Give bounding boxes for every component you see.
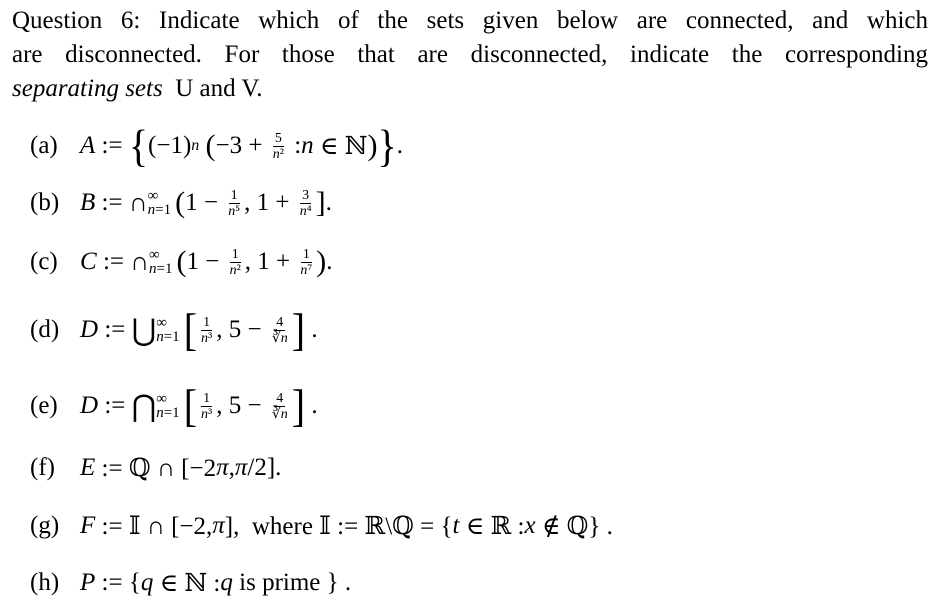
question-line-3 xyxy=(12,72,928,106)
question-line-2: are disconnected. For those that are disconnected, indicate the corresponding xyxy=(12,41,928,68)
question-line-1: Question 6: Indicate which of the sets given below are connected, and which xyxy=(12,7,928,34)
separating-sets-phrase: separating sets xyxy=(12,75,163,102)
list-item xyxy=(30,120,403,172)
item-label: (e) xyxy=(30,392,58,419)
list-item xyxy=(30,500,613,552)
question-text xyxy=(12,4,928,106)
item-label: (a) xyxy=(30,132,58,159)
question-line-3-rest: U and V. xyxy=(175,75,263,102)
list-item xyxy=(30,304,318,356)
list-item xyxy=(30,557,351,609)
item-label: (h) xyxy=(30,569,60,596)
item-label: (g) xyxy=(30,512,60,539)
item-label: (c) xyxy=(30,248,58,275)
item-label: (b) xyxy=(30,189,60,216)
item-expression: E := ℚ ∩ [−2 π , π /2]. xyxy=(80,454,282,482)
item-expression: P := { q ∈ ℕ : q is prime } . xyxy=(80,569,352,597)
item-expression: B := ∩ ∞ n=1 ( 1 − $\frac{1}{\text{n⁵}}$ , 1 + $\frac{3}{\text{n⁴}}$ ] . xyxy=(80,186,332,219)
list-item xyxy=(30,236,333,288)
item-label: (d) xyxy=(30,316,60,343)
item-expression: C := ∩ ∞ n=1 ( 1 − $\frac{1}{\text{n²}}$ , 1 + $\frac{1}{\text{n⁷}}$ ) . xyxy=(80,245,333,278)
item-expression: F := 𝕀 ∩ [−2, π ], where 𝕀 := ℝ\ℚ = { t ∈ ℝ : x ∉ ℚ} . xyxy=(80,512,613,540)
item-expression: D := ⋃ ∞ n=1 [ $\frac{1}{\text{n³}}$ , 5 − $\frac{4}{∛n}$ ] . xyxy=(80,303,318,356)
item-expression: D := ⋂ ∞ n=1 [ $\frac{1}{\text{n³}}$ , 5 − $\frac{4}{∛n}$ ] . xyxy=(80,379,318,432)
list-item xyxy=(30,177,332,229)
item-label: (f) xyxy=(30,454,55,481)
item-expression: A := { (−1) n ( −3 + $\frac{5}{\text{n²}}$ : n ∈ ℕ ) } . xyxy=(80,119,403,172)
list-item xyxy=(30,442,281,494)
list-item xyxy=(30,380,318,432)
